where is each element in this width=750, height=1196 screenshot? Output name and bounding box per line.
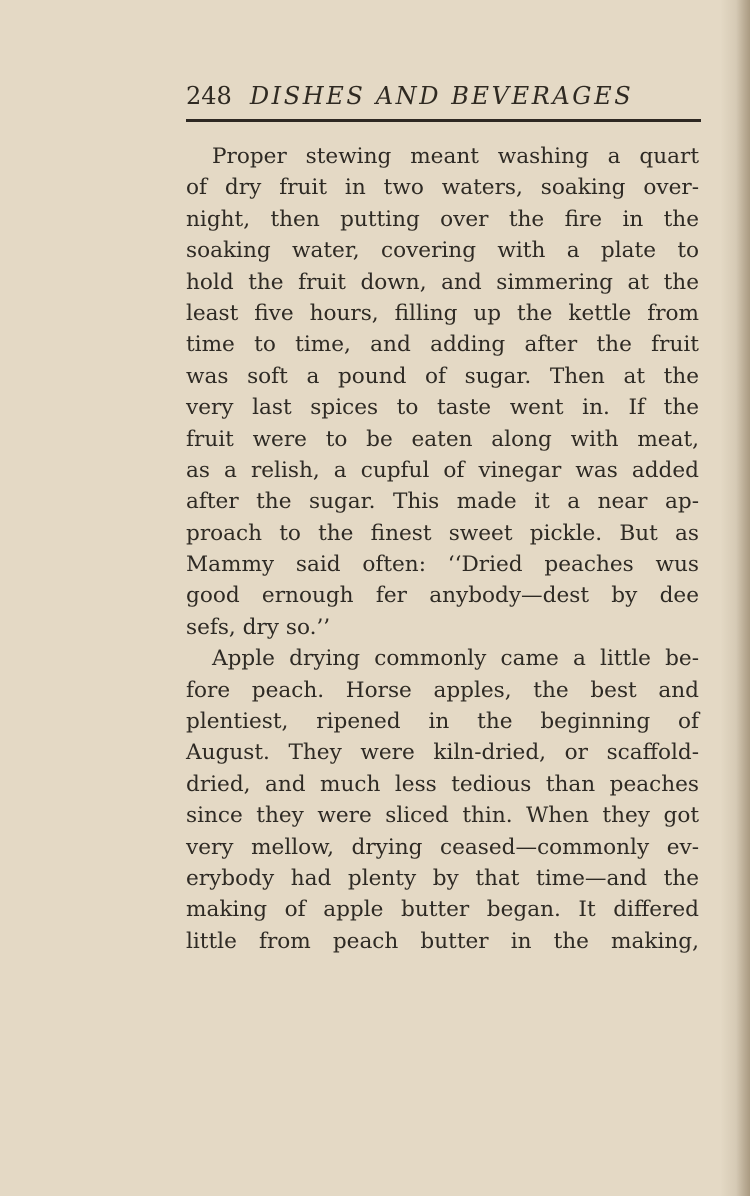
- text-line: little from peach butter in the making,: [186, 928, 699, 954]
- running-head: [186, 82, 706, 116]
- text-line: Apple drying commonly came a little be-: [212, 646, 699, 672]
- text-line: of dry fruit in two waters, soaking over-: [186, 175, 699, 201]
- page-number: 248: [186, 82, 232, 110]
- running-title: DISHES AND BEVERAGES: [249, 82, 634, 110]
- text-line: night, then putting over the fire in the: [186, 206, 699, 232]
- text-line: sefs, dry so.’’: [186, 614, 331, 640]
- text-line: very last spices to taste went in. If the: [186, 395, 699, 421]
- page-edge-shadow: [736, 0, 750, 1196]
- header-rule: [186, 119, 701, 122]
- text-line: erybody had plenty by that time—and the: [186, 865, 699, 891]
- paragraph-1: [186, 141, 699, 643]
- text-line: after the sugar. This made it a near ap-: [186, 489, 699, 515]
- text-line: very mellow, drying ceased—commonly ev-: [186, 834, 699, 860]
- text-line: hold the fruit down, and simmering at the: [186, 269, 699, 295]
- text-line: good ernough fer anybody—dest by dee: [186, 583, 699, 609]
- text-line: fruit were to be eaten along with meat,: [186, 426, 699, 452]
- text-line: making of apple butter began. It differed: [186, 897, 699, 923]
- text-line: soaking water, covering with a plate to: [186, 238, 699, 264]
- text-line: August. They were kiln-dried, or scaffold-: [186, 740, 699, 766]
- text-line: as a relish, a cupful of vinegar was added: [186, 457, 699, 483]
- text-line: time to time, and adding after the fruit: [186, 332, 699, 358]
- text-line: dried, and much less tedious than peaches: [186, 771, 699, 797]
- text-line: proach to the finest sweet pickle. But as: [186, 520, 699, 546]
- paragraph-2: [186, 643, 699, 957]
- text-line: was soft a pound of sugar. Then at the: [186, 363, 699, 389]
- text-line: Proper stewing meant washing a quart: [212, 144, 699, 169]
- body-text: [186, 141, 699, 957]
- text-line: least five hours, filling up the kettle from: [186, 300, 699, 326]
- text-line: Mammy said often: ‘‘Dried peaches wus: [186, 552, 699, 578]
- text-line: since they were sliced thin. When they got: [186, 803, 699, 829]
- text-line: plentiest, ripened in the beginning of: [186, 709, 699, 735]
- text-line: fore peach. Horse apples, the best and: [186, 677, 699, 703]
